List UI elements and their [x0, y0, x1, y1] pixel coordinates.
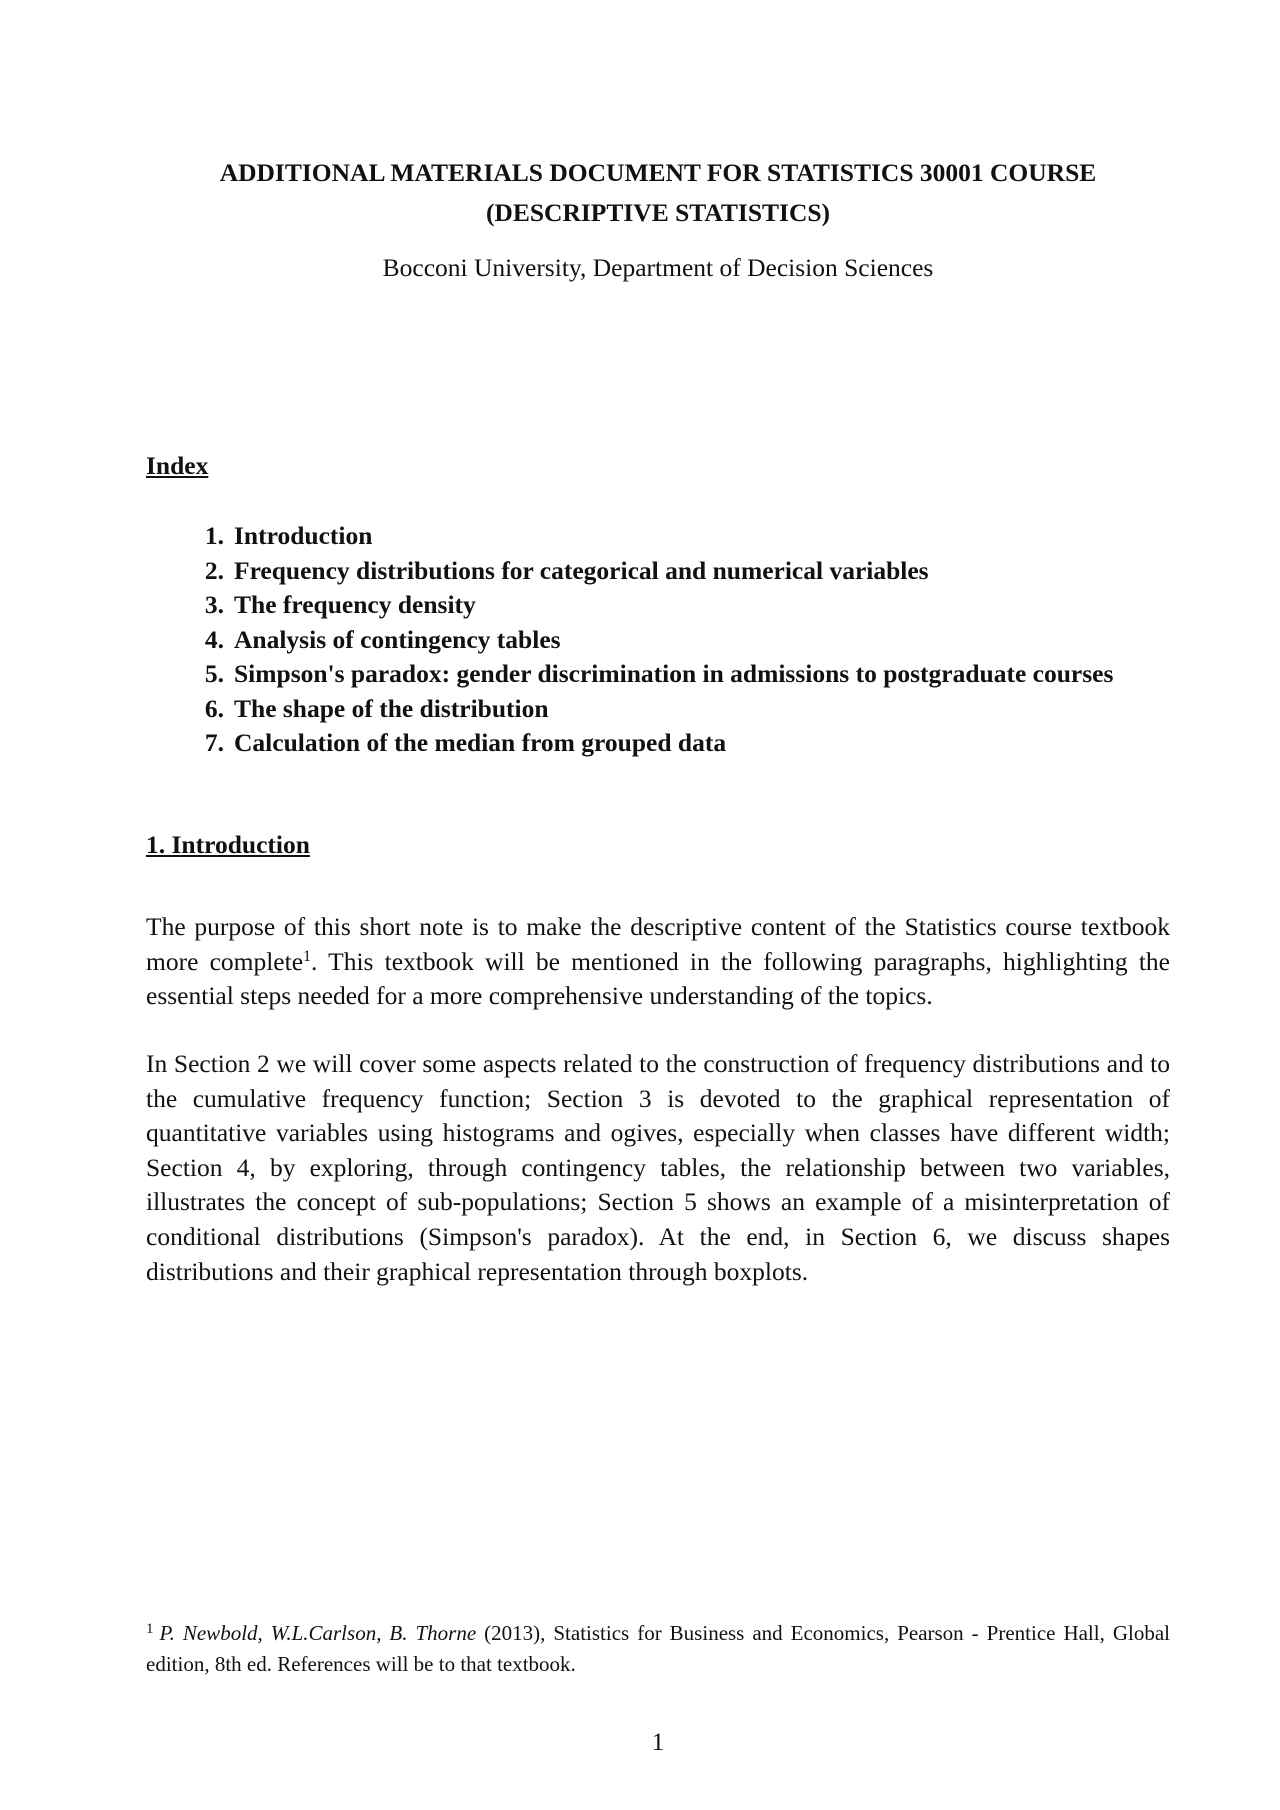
- toc-item-label: The frequency density: [234, 590, 476, 619]
- footnote-authors: P. Newbold, W.L.Carlson, B. Thorne: [159, 1621, 477, 1645]
- title-line-1: ADDITIONAL MATERIALS DOCUMENT FOR STATISTICS 30001 COURSE: [219, 158, 1097, 187]
- toc-item: [182, 623, 1113, 658]
- footnote-reference[interactable]: 1: [303, 947, 312, 965]
- toc-item-label: Calculation of the median from grouped data: [234, 728, 727, 757]
- toc-item-number: 7.: [204, 728, 224, 757]
- paragraph-text: The purpose of this short note is to make the descriptive content of the Statistics course textbook more complete: [146, 912, 1170, 976]
- introduction-paragraph-2: In Section 2 we will cover some aspects related to the construction of frequency distributions and to the cumulative frequency function; Section 3 is devoted to the graphical representation of quantitative variables using histograms and ogives, especially when classes have different width; Section 4, by exploring, through contingency tables, the relationship between two variables, illustrates the concept of sub-populations; Section 5 shows an example of a misinterpretation of conditional distributions (Simpson's paradox). At the end, in Section 6, we discuss shapes distributions and their graphical representation through boxplots.: [146, 1049, 1170, 1286]
- toc-item: [182, 657, 1113, 692]
- toc-item: [182, 554, 1113, 589]
- toc-item: [182, 588, 1113, 623]
- paragraph-text: . This textbook will be mentioned in the following paragraphs, highlighting the essential steps needed for a more comprehensive understanding of the topics.: [146, 946, 1170, 1011]
- index-heading: Index: [146, 451, 209, 480]
- toc-item-number: 1.: [204, 521, 224, 550]
- toc-item-number: 3.: [204, 590, 224, 619]
- title-line-2: (DESCRIPTIVE STATISTICS): [485, 198, 831, 227]
- document-title: [146, 153, 1170, 233]
- toc-item-label: Introduction: [234, 521, 373, 550]
- toc-item-number: 4.: [204, 624, 224, 654]
- toc-item-label: Frequency distributions for categorical and numerical variables: [234, 555, 929, 585]
- toc-item: [182, 692, 1113, 727]
- section-heading-introduction: 1. Introduction: [146, 830, 310, 859]
- affiliation: Bocconi University, Department of Decision Sciences: [382, 253, 934, 282]
- footnote-text: (2013), Statistics for Business and Economics, Pearson - Prentice Hall, Global edition, 8th ed. References will be to that textbook.: [146, 1621, 1170, 1676]
- footnote-mark: 1: [146, 1621, 154, 1637]
- introduction-paragraph-1: [146, 910, 1170, 1014]
- toc-item-label: Analysis of contingency tables: [234, 624, 561, 654]
- toc-item-number: 5.: [204, 659, 224, 688]
- toc-item-number: 2.: [204, 555, 224, 585]
- page-number: 1: [651, 1727, 665, 1756]
- table-of-contents: [182, 519, 1113, 761]
- toc-item: [182, 519, 1113, 554]
- toc-item-label: Simpson's paradox: gender discrimination in admissions to postgraduate courses: [234, 659, 1114, 688]
- toc-item-number: 6.: [204, 693, 224, 723]
- toc-item: [182, 726, 1113, 761]
- footnote: [146, 1618, 1170, 1680]
- toc-item-label: The shape of the distribution: [234, 693, 549, 723]
